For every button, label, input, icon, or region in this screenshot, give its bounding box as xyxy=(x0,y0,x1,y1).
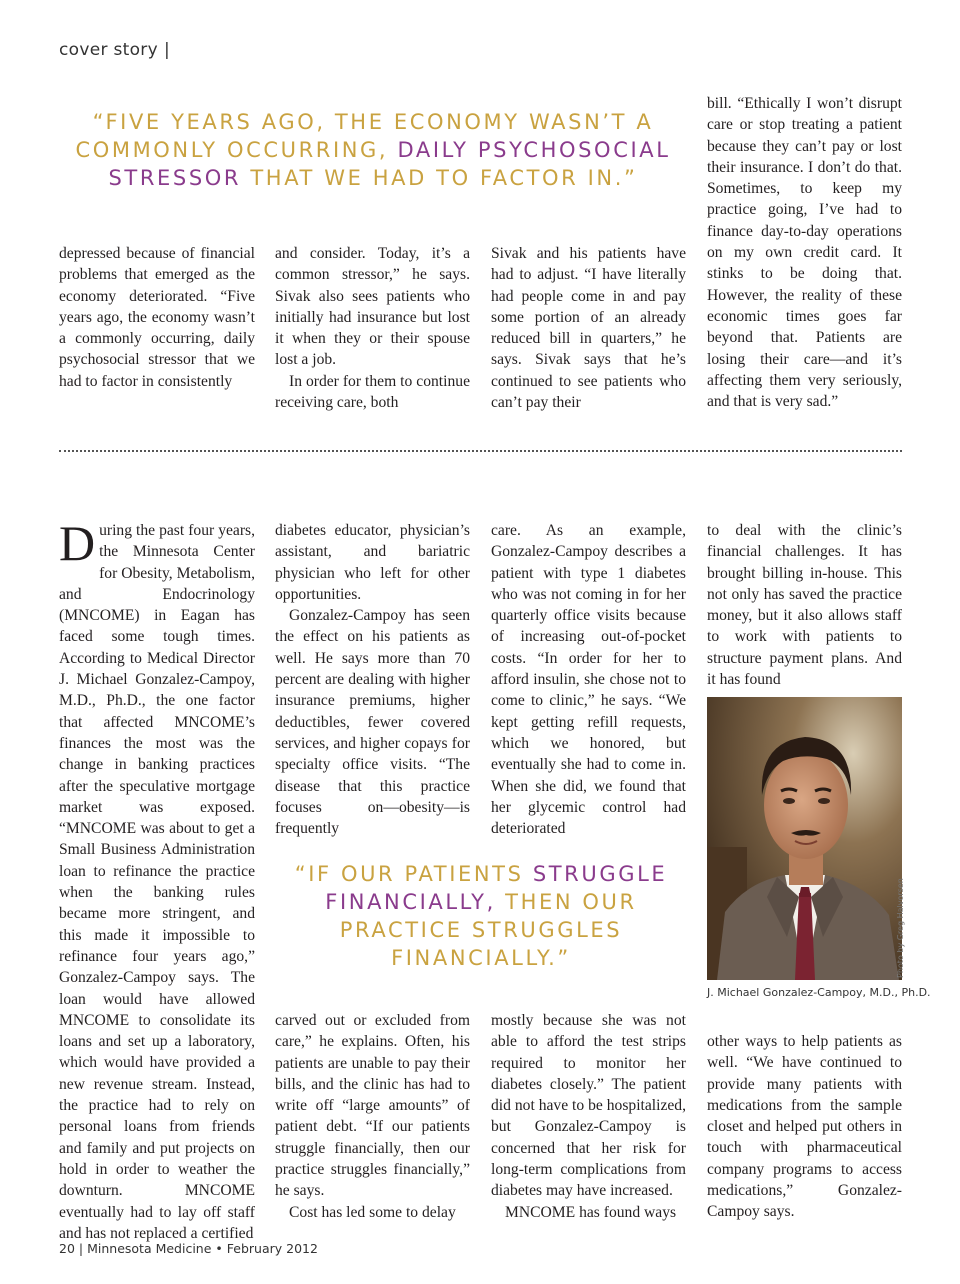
paragraph: other ways to help patients as well. “We have continued to provide many patients with medications from the sample closet and helped put others in touch with pharmaceutical company programs to access medications,” Gonzalez-Campoy says. xyxy=(707,1033,902,1221)
top-column-4 xyxy=(707,93,902,412)
bottom-column-3-bottom xyxy=(491,1010,686,1223)
pull-quote-1-highlight: DAILY PSYCHOSOCIAL STRESSOR xyxy=(108,138,671,190)
paragraph: to deal with the clinic’s financial challenges. It has brought billing in-house. This not only has saved the practice money, but it also allows staff to work with patients to structure payment plans. And it has found xyxy=(707,522,902,689)
paragraph: and consider. Today, it’s a common stressor,” he says. Sivak also sees patients who initially had insurance but lost it when they or their spouse lost a job. xyxy=(275,245,470,369)
paragraph: carved out or excluded from care,” he explains. Often, his patients are unable to pay their bills, and the clinic has had to write off “large amounts” of patient debt. “If our patients struggle financially, then our practice struggles financially,” he says. xyxy=(275,1012,470,1200)
page-number: 20 xyxy=(59,1241,75,1256)
pull-quote-2-highlight: STRUGGLE FINANCIALLY, xyxy=(325,862,668,914)
paragraph xyxy=(59,515,255,1244)
section-label-text: cover story xyxy=(59,40,158,60)
pull-quote-struggle xyxy=(276,860,686,972)
footer-separator: | xyxy=(78,1241,84,1256)
bottom-column-1 xyxy=(59,515,255,1244)
pull-quote-2-part2: THEN OUR PRACTICE STRUGGLES FINANCIALLY.” xyxy=(339,890,637,970)
photo-credit: Photo by Greg Halvorsen xyxy=(896,878,905,978)
section-label-separator: | xyxy=(163,40,170,60)
pull-quote-1-part1: “FIVE YEARS AGO, THE ECONOMY WASN’T A COMMONLY OCCURRING, xyxy=(75,110,654,162)
section-label xyxy=(59,40,170,60)
bottom-column-3-top xyxy=(491,520,686,839)
pull-quote-2-part1: “IF OUR PATIENTS xyxy=(294,862,533,886)
paragraph: diabetes educator, physician’s assistant, and bariatric physician who left for other opportunities. xyxy=(275,522,470,603)
page-footer xyxy=(59,1241,318,1256)
bottom-column-2-bottom xyxy=(275,1010,470,1223)
drop-cap: D xyxy=(59,515,96,571)
bottom-column-4-bottom xyxy=(707,1031,902,1223)
issue-date: February 2012 xyxy=(226,1241,318,1256)
paragraph: MNCOME has found ways xyxy=(505,1203,677,1221)
bottom-column-4-top xyxy=(707,520,902,690)
paragraph: Cost has led some to delay xyxy=(289,1203,456,1221)
paragraph: Gonzalez-Campoy has seen the effect on his patients as well. He says more than 70 percent are dealing with higher insurance premiums, higher deductibles, fewer covered services, and higher copays for specialty office visits. “The disease that this practice focuses on—obesity—is frequently xyxy=(275,607,470,838)
pull-quote-economy xyxy=(58,108,688,192)
bottom-column-2-top xyxy=(275,520,470,839)
section-divider xyxy=(59,450,902,452)
pull-quote-1-part2: THAT WE HAD TO FACTOR IN.” xyxy=(241,166,638,190)
paragraph: mostly because she was not able to afford the test strips required to monitor her diabetes closely.” The patient did not have to be hospitalized, but Gonzalez-Campoy is concerned that her risk for long-term complications from diabetes may have increased. xyxy=(491,1012,686,1200)
portrait-photo xyxy=(707,697,902,980)
top-column-1 xyxy=(59,243,255,392)
footer-bullet: • xyxy=(215,1241,223,1256)
publication-name: Minnesota Medicine xyxy=(87,1241,212,1256)
paragraph: bill. “Ethically I won’t disrupt care or stop treating a patient because they can’t pay or lost their insurance. I don’t do that. Sometimes, to keep my practice going, I’ve had to finance day-to-day operations on my own credit card. It stinks to be doing that. However, the reality of these economic times goes far beyond that. Patients are losing their care—and it’s affecting them very seriously, and that is very sad.” xyxy=(707,95,902,411)
paragraph: In order for them to continue receiving care, both xyxy=(275,372,470,412)
paragraph-text: uring the past four years, the Minnesota Center for Obesity, Metabolism, and Endocrinology (MNCOME) in Eagan has faced some tough times. According to Medical Director J. Michael Gonzalez-Campoy, M.D., Ph.D., the one factor that affected MNCOME’s finances the most was the change in banking practices after the speculative mortgage market was exposed. “MNCOME was about to get a Small Business Administration loan to refinance the practice when the banking rules became more stringent, and this made it impossible to refinance four years ago,” Gonzalez-Campoy says. The loan would have allowed MNCOME to consolidate its loans and set up a laboratory, which would have provided a new revenue stream. Instead, the practice had to rely on personal loans from friends and family and put projects on hold in order to weather the downturn. MNCOME eventually had to lay off staff and has not replaced a certified xyxy=(59,522,255,1242)
top-column-2 xyxy=(275,243,470,413)
top-column-3 xyxy=(491,243,686,413)
photo-caption: J. Michael Gonzalez-Campoy, M.D., Ph.D. xyxy=(707,986,931,999)
portrait-illustration xyxy=(707,697,902,980)
paragraph: depressed because of financial problems that emerged as the economy deteriorated. “Five years ago, the economy wasn’t a commonly occurring, daily psychosocial stressor that we had to factor in consistently xyxy=(59,245,255,390)
paragraph: Sivak and his patients have had to adjust. “I have literally had people come in and pay some portion of an already reduced bill in quarters,” he says. Sivak says that he’s continued to see patients who can’t pay their xyxy=(491,245,686,412)
paragraph: care. As an example, Gonzalez-Campoy describes a patient with type 1 diabetes who was not coming in for her quarterly office visits because of increasing out-of-pocket costs. “In order for her to afford insulin, she chose not to come to clinic,” he says. “We kept getting refill requests, which we honored, but eventually she had to come in. When she did, we found that her glycemic control had deteriorated xyxy=(491,522,686,838)
